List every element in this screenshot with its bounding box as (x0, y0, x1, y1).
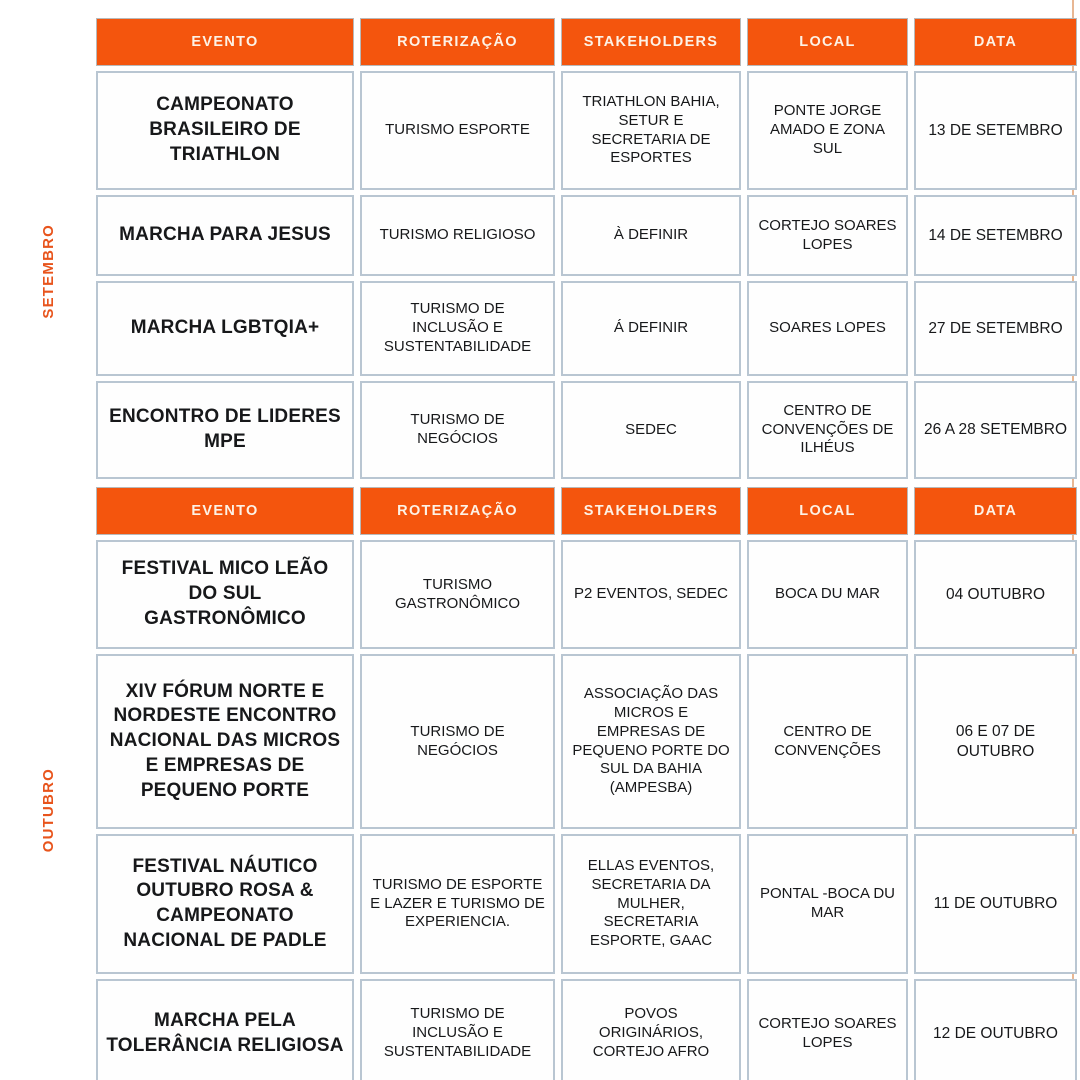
cell-roterizacao: TURISMO DE INCLUSÃO E SUSTENTABILIDADE (360, 979, 555, 1080)
column-header-evento: EVENTO (96, 487, 354, 535)
column-header-local: LOCAL (747, 487, 908, 535)
cell-stakeholders: P2 EVENTOS, SEDEC (561, 540, 741, 649)
column-header-roterizacao: ROTERIZAÇÃO (360, 487, 555, 535)
month-block-outubro (0, 487, 1065, 1080)
table-header-row-outubro (96, 487, 1065, 535)
table-row (96, 654, 1065, 829)
table-row (96, 540, 1065, 649)
cell-evento: MARCHA PARA JESUS (96, 195, 354, 276)
cell-evento: FESTIVAL MICO LEÃO DO SUL GASTRONÔMICO (96, 540, 354, 649)
column-header-stakeholders: STAKEHOLDERS (561, 487, 741, 535)
cell-evento: MARCHA LGBTQIA+ (96, 281, 354, 376)
table-row (96, 71, 1065, 190)
cell-evento: CAMPEONATO BRASILEIRO DE TRIATHLON (96, 71, 354, 190)
column-header-roterizacao: ROTERIZAÇÃO (360, 18, 555, 66)
cell-roterizacao: TURISMO DE NEGÓCIOS (360, 381, 555, 479)
cell-data: 26 A 28 SETEMBRO (914, 381, 1077, 479)
cell-local: BOCA DU MAR (747, 540, 908, 649)
cell-stakeholders: TRIATHLON BAHIA, SETUR E SECRETARIA DE ESPORTES (561, 71, 741, 190)
column-header-stakeholders: STAKEHOLDERS (561, 18, 741, 66)
cell-roterizacao: TURISMO ESPORTE (360, 71, 555, 190)
cell-data: 13 DE SETEMBRO (914, 71, 1077, 190)
column-header-data: DATA (914, 18, 1077, 66)
cell-data: 12 DE OUTUBRO (914, 979, 1077, 1080)
cell-local: PONTAL -BOCA DU MAR (747, 834, 908, 974)
cell-evento: MARCHA PELA TOLERÂNCIA RELIGIOSA (96, 979, 354, 1080)
month-label-column-outubro (0, 487, 96, 1080)
cell-local: CENTRO DE CONVENÇÕES DE ILHÉUS (747, 381, 908, 479)
cell-stakeholders: Á DEFINIR (561, 281, 741, 376)
cell-local: CENTRO DE CONVENÇÕES (747, 654, 908, 829)
table-row (96, 834, 1065, 974)
cell-local: CORTEJO SOARES LOPES (747, 195, 908, 276)
cell-local: PONTE JORGE AMADO E ZONA SUL (747, 71, 908, 190)
month-label-column-setembro (0, 18, 96, 479)
month-label-setembro: SETEMBRO (39, 224, 57, 319)
cell-local: CORTEJO SOARES LOPES (747, 979, 908, 1080)
cell-data: 06 E 07 DE OUTUBRO (914, 654, 1077, 829)
cell-roterizacao: TURISMO RELIGIOSO (360, 195, 555, 276)
cell-evento: ENCONTRO DE LIDERES MPE (96, 381, 354, 479)
cell-evento: FESTIVAL NÁUTICO OUTUBRO ROSA & CAMPEONATO NACIONAL DE PADLE (96, 834, 354, 974)
cell-stakeholders: SEDEC (561, 381, 741, 479)
column-header-local: LOCAL (747, 18, 908, 66)
cell-data: 04 OUTUBRO (914, 540, 1077, 649)
cell-roterizacao: TURISMO DE INCLUSÃO E SUSTENTABILIDADE (360, 281, 555, 376)
table-row (96, 281, 1065, 376)
cell-evento: XIV FÓRUM NORTE E NORDESTE ENCONTRO NACIONAL DAS MICROS E EMPRESAS DE PEQUENO PORTE (96, 654, 354, 829)
month-label-outubro: OUTUBRO (39, 768, 57, 853)
cell-data: 11 DE OUTUBRO (914, 834, 1077, 974)
cell-roterizacao: TURISMO GASTRONÔMICO (360, 540, 555, 649)
cell-roterizacao: TURISMO DE ESPORTE E LAZER E TURISMO DE EXPERIENCIA. (360, 834, 555, 974)
table-row (96, 979, 1065, 1080)
cell-local: SOARES LOPES (747, 281, 908, 376)
cell-data: 14 DE SETEMBRO (914, 195, 1077, 276)
cell-stakeholders: POVOS ORIGINÁRIOS, CORTEJO AFRO (561, 979, 741, 1080)
cell-stakeholders: À DEFINIR (561, 195, 741, 276)
column-header-evento: EVENTO (96, 18, 354, 66)
table-row (96, 195, 1065, 276)
month-block-setembro (0, 18, 1068, 479)
schedule-table-outubro (96, 487, 1065, 1080)
cell-stakeholders: ELLAS EVENTOS, SECRETARIA DA MULHER, SECRETARIA ESPORTE, GAAC (561, 834, 741, 974)
cell-roterizacao: TURISMO DE NEGÓCIOS (360, 654, 555, 829)
table-row (96, 381, 1068, 479)
cell-stakeholders: ASSOCIAÇÃO DAS MICROS E EMPRESAS DE PEQUENO PORTE DO SUL DA BAHIA (AMPESBA) (561, 654, 741, 829)
schedule-table-setembro (96, 18, 1068, 479)
column-header-data: DATA (914, 487, 1077, 535)
cell-data: 27 DE SETEMBRO (914, 281, 1077, 376)
table-header-row-setembro (96, 18, 1065, 66)
